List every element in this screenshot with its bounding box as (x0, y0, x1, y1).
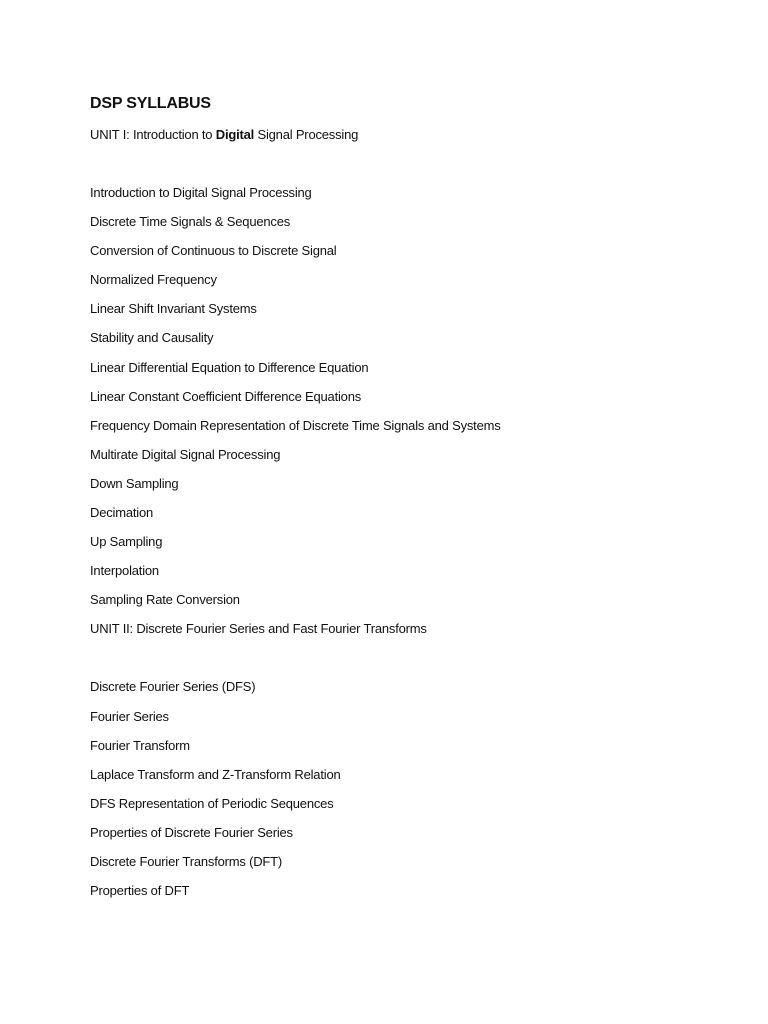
topic-item: Decimation (90, 505, 154, 521)
unit-2-section (90, 620, 730, 899)
unit-1-heading-suffix: Signal Processing (254, 127, 359, 142)
unit-2-heading (90, 620, 730, 637)
unit-2-spacer (90, 637, 730, 678)
unit-2-topic-list (90, 678, 730, 899)
topic-item: Normalized Frequency (90, 272, 217, 288)
topic-item: Linear Differential Equation to Difference Equation (90, 359, 369, 375)
topic-item: Discrete Fourier Transforms (DFT) (90, 853, 283, 869)
topic-item: Stability and Causality (90, 330, 214, 346)
topic-item: Interpolation (90, 563, 159, 579)
topic-item: DFS Representation of Periodic Sequences (90, 795, 334, 811)
unit-1-topic-list (90, 184, 730, 608)
document-title: DSP SYLLABUS (90, 95, 211, 112)
topic-item: Fourier Transform (90, 737, 190, 753)
unit-1-section (90, 126, 730, 608)
topic-item: Up Sampling (90, 534, 163, 550)
topic-item: Linear Constant Coefficient Difference Equations (90, 388, 362, 404)
topic-item: Discrete Fourier Series (DFS) (90, 679, 256, 695)
topic-item: Fourier Series (90, 708, 169, 724)
topic-item: Linear Shift Invariant Systems (90, 301, 257, 317)
topic-item: Down Sampling (90, 475, 179, 491)
topic-item: Laplace Transform and Z-Transform Relation (90, 766, 341, 782)
unit-1-heading (90, 126, 730, 143)
unit-2-heading-prefix: UNIT II: Discrete Fourier Series and Fast Fourier Transforms (90, 621, 427, 637)
topic-item: Introduction to Digital Signal Processing (90, 185, 312, 200)
topic-item: Multirate Digital Signal Processing (90, 446, 281, 462)
unit-1-heading-emphasis: Digital (215, 127, 255, 142)
unit-1-heading-prefix: UNIT I: Introduction to (90, 127, 216, 142)
topic-item: Properties of Discrete Fourier Series (90, 824, 293, 840)
topic-item: Conversion of Continuous to Discrete Signal (90, 243, 337, 259)
unit-1-spacer (90, 143, 730, 184)
topic-item: Frequency Domain Representation of Discrete Time Signals and Systems (90, 417, 501, 433)
document-page (90, 94, 730, 911)
topic-item: Discrete Time Signals & Sequences (90, 214, 291, 230)
topic-item: Properties of DFT (90, 883, 190, 899)
topic-item: Sampling Rate Conversion (90, 592, 240, 608)
